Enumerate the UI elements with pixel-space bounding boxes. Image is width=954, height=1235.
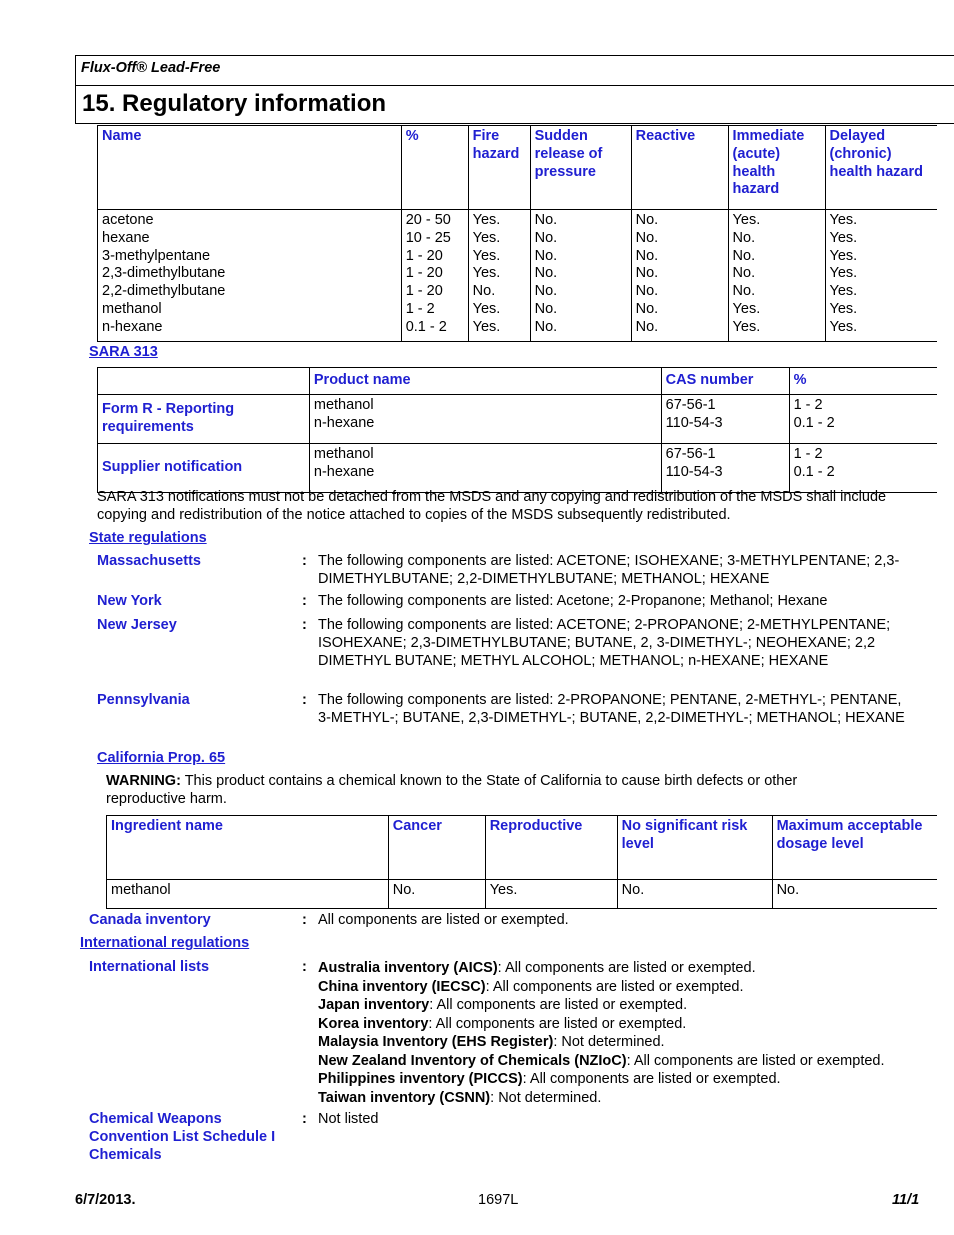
international-list-item <box>318 978 938 997</box>
inventory-status: All components are listed or exempted. <box>504 960 756 976</box>
inventory-name: Malaysia Inventory (EHS Register) <box>318 1034 554 1050</box>
sara313-heading[interactable]: SARA 313 <box>89 344 158 360</box>
hazard-value: No. <box>732 229 756 246</box>
ca-cell: No. <box>772 880 937 909</box>
sara-row-label: Supplier notification <box>98 444 310 493</box>
hazard-value: No. <box>635 265 659 282</box>
international-list-item <box>318 996 938 1015</box>
hazard-col-header: Reactive <box>631 126 728 210</box>
california-table <box>106 815 937 909</box>
sara313-table <box>97 367 937 493</box>
hazard-col-cell <box>631 210 728 342</box>
inventory-status: Not determined. <box>561 1034 665 1050</box>
hazard-value: No. <box>534 300 558 317</box>
sara-value: 67-56-1 <box>665 446 716 462</box>
inventory-status: All components are listed or exempted. <box>492 978 744 995</box>
ca-col-header: Cancer <box>388 816 485 880</box>
inventory-name: Korea inventory <box>318 1015 429 1032</box>
separator: : <box>522 1071 530 1087</box>
hazard-value: No. <box>635 247 659 264</box>
hazard-col-header: Fire hazard <box>468 126 530 210</box>
hazard-col-cell <box>468 210 530 342</box>
hazard-value: 0.1 - 2 <box>405 318 447 335</box>
footer-code: 1697L <box>478 1192 519 1208</box>
sara-pct-cell <box>789 395 937 444</box>
hazard-col-header: Sudden release of pressure <box>530 126 631 210</box>
state-text: The following components are listed: ACETONE; ISOHEXANE; 3-METHYLPENTANE; 2,3-DIMETHYLBUTANE; 2,2-DIMETHYLBUTANE; METHANOL; HEXANE <box>318 553 900 587</box>
separator: : <box>485 978 493 995</box>
hazard-value: No. <box>534 283 558 300</box>
colon: : <box>302 553 307 569</box>
warning-text: This product contains a chemical known to the State of California to cause birth defects or other reproductive harm. <box>106 773 798 807</box>
sara-value: n-hexane <box>313 414 375 431</box>
international-lists-label: International lists <box>89 959 210 975</box>
hazard-value: Yes. <box>472 247 501 264</box>
hazard-col-cell <box>728 210 825 342</box>
hazard-value: Yes. <box>829 283 858 300</box>
sara-value: 1 - 2 <box>793 397 823 413</box>
hazard-value: No. <box>732 283 756 300</box>
canada-label: Canada inventory <box>89 912 211 928</box>
footer-date: 6/7/2013. <box>75 1192 136 1208</box>
state-label: New York <box>97 593 162 609</box>
ca-col-header: No significant risk level <box>617 816 772 880</box>
hazard-value: methanol <box>102 300 162 317</box>
inventory-name: Taiwan inventory (CSNN) <box>318 1089 491 1106</box>
separator: : <box>497 960 505 976</box>
colon: : <box>302 959 307 975</box>
hazard-value: Yes. <box>829 318 858 335</box>
section-title: 15. Regulatory information <box>82 90 387 117</box>
california-heading[interactable]: California Prop. 65 <box>97 750 226 766</box>
hazard-value: 1 - 20 <box>405 283 443 300</box>
state-label: Massachusetts <box>97 553 201 569</box>
sara-value: 1 - 2 <box>793 446 823 462</box>
sara-row-label: Form R - Reporting requirements <box>98 395 310 444</box>
hazard-value: 1 - 2 <box>405 300 435 317</box>
sara-value: 110-54-3 <box>665 414 723 431</box>
separator: : <box>553 1034 562 1050</box>
table-row <box>98 395 938 444</box>
sara-cas-cell <box>661 395 789 444</box>
hazard-col-header: Name <box>98 126 402 210</box>
hazard-col-cell <box>825 210 937 342</box>
separator: : <box>429 997 437 1013</box>
ca-col-header: Ingredient name <box>107 816 389 880</box>
section-title-box <box>75 85 954 124</box>
international-list-item <box>318 959 938 978</box>
colon: : <box>302 617 307 633</box>
sara-col-header: % <box>789 368 937 395</box>
hazard-value: No. <box>534 265 558 282</box>
hazard-col-header: % <box>401 126 468 210</box>
hazard-value: Yes. <box>829 229 858 246</box>
hazard-value: No. <box>635 229 659 246</box>
hazard-value: No. <box>472 283 496 300</box>
international-list-item <box>318 1033 938 1052</box>
ca-cell: methanol <box>107 880 389 909</box>
hazard-value: No. <box>534 318 558 335</box>
hazard-value: Yes. <box>732 300 761 317</box>
hazard-value: Yes. <box>472 318 501 335</box>
sara313-note: SARA 313 notifications must not be detached from the MSDS and any copying and redistribution of the MSDS shall include copying and redistribution of the notice attached to copies of the MSDS subsequently redistributed. <box>97 489 887 523</box>
ca-col-header: Maximum acceptable dosage level <box>772 816 937 880</box>
inventory-name: New Zealand Inventory of Chemicals (NZIoC) <box>318 1052 627 1069</box>
ca-cell: Yes. <box>485 880 617 909</box>
inventory-status: All components are listed or exempted. <box>435 1015 687 1032</box>
hazard-value: No. <box>635 212 659 228</box>
international-list-item <box>318 1070 938 1089</box>
sara-pct-cell <box>789 444 937 493</box>
hazard-col-cell <box>98 210 402 342</box>
inventory-name: Japan inventory <box>318 997 430 1013</box>
colon: : <box>302 912 307 928</box>
sara-value: methanol <box>313 397 374 413</box>
ca-col-header: Reproductive <box>485 816 617 880</box>
hazard-value: Yes. <box>732 318 761 335</box>
sara-value: 110-54-3 <box>665 463 723 480</box>
canada-text: All components are listed or exempted. <box>318 912 569 928</box>
hazard-value: 1 - 20 <box>405 265 443 282</box>
state-label: New Jersey <box>97 617 177 633</box>
sara-products-cell <box>309 395 661 444</box>
hazard-value: No. <box>635 283 659 300</box>
sara-value: 67-56-1 <box>665 397 716 413</box>
state-label: Pennsylvania <box>97 692 190 708</box>
hazard-value: Yes. <box>472 265 501 282</box>
hazard-value: Yes. <box>472 212 501 228</box>
hazard-value: Yes. <box>829 265 858 282</box>
table-row <box>107 880 938 909</box>
footer-page: 11/1 <box>892 1192 920 1208</box>
inventory-status: Not determined. <box>498 1089 602 1106</box>
hazard-value: No. <box>635 300 659 317</box>
sara-col-header: CAS number <box>661 368 789 395</box>
hazard-value: Yes. <box>829 212 858 228</box>
international-list-item <box>318 1015 938 1034</box>
product-header <box>75 55 954 86</box>
hazard-value: acetone <box>102 212 154 228</box>
hazard-value: 3-methylpentane <box>102 247 211 264</box>
separator: : <box>626 1052 634 1069</box>
colon: : <box>302 593 307 609</box>
international-lists <box>318 959 938 1107</box>
hazard-col-cell <box>530 210 631 342</box>
hazard-value: 2,2-dimethylbutane <box>102 283 226 300</box>
hazard-value: No. <box>635 318 659 335</box>
colon: : <box>302 692 307 708</box>
hazard-value: No. <box>732 247 756 264</box>
table-row <box>98 444 938 493</box>
inventory-name: China inventory (IECSC) <box>318 978 486 995</box>
hazard-value: 2,3-dimethylbutane <box>102 265 226 282</box>
warning-label: WARNING: <box>106 773 181 789</box>
hazard-value: Yes. <box>472 229 501 246</box>
hazard-col-header: Immediate (acute) health hazard <box>728 126 825 210</box>
hazard-value: Yes. <box>472 300 501 317</box>
sara-value: 0.1 - 2 <box>793 463 835 480</box>
sara-value: 0.1 - 2 <box>793 414 835 431</box>
state-text: The following components are listed: 2-PROPANONE; PENTANE, 2-METHYL-; PENTANE, 3-METHYL-; BUTANE, 2,3-DIMETHYL-; BUTANE, 2,2-DIMETHYL-; METHANOL; HEXANE <box>318 692 905 726</box>
separator: : <box>428 1015 436 1032</box>
chemical-weapons-text: Not listed <box>318 1111 379 1127</box>
sara-cas-cell <box>661 444 789 493</box>
hazard-value: No. <box>732 265 756 282</box>
california-warning <box>106 773 866 809</box>
hazard-value: 10 - 25 <box>405 229 451 246</box>
chemical-weapons-label: Chemical Weapons Convention List Schedule I Chemicals <box>89 1111 276 1163</box>
separator: : <box>490 1089 499 1106</box>
state-regulations-heading[interactable]: State regulations <box>89 530 207 546</box>
hazard-value: No. <box>534 247 558 264</box>
sara-products-cell <box>309 444 661 493</box>
international-list-item <box>318 1089 938 1108</box>
hazard-col-cell <box>401 210 468 342</box>
inventory-status: All components are listed or exempted. <box>529 1071 781 1087</box>
colon: : <box>302 1111 307 1127</box>
hazard-value: Yes. <box>732 212 761 228</box>
state-text: The following components are listed: Acetone; 2-Propanone; Methanol; Hexane <box>318 593 828 609</box>
international-heading[interactable]: International regulations <box>80 935 250 951</box>
sara-col-header <box>98 368 310 395</box>
sara-col-header: Product name <box>309 368 661 395</box>
inventory-status: All components are listed or exempted. <box>436 997 688 1013</box>
sara-value: methanol <box>313 446 374 462</box>
hazard-value: 20 - 50 <box>405 212 451 228</box>
inventory-name: Australia inventory (AICS) <box>318 960 498 976</box>
hazard-value: No. <box>534 229 558 246</box>
hazard-value: n-hexane <box>102 318 163 335</box>
hazard-table <box>97 125 937 342</box>
international-list-item <box>318 1052 938 1071</box>
hazard-value: hexane <box>102 229 150 246</box>
ca-cell: No. <box>617 880 772 909</box>
hazard-col-header: Delayed (chronic) health hazard <box>825 126 937 210</box>
inventory-name: Philippines inventory (PICCS) <box>318 1071 523 1087</box>
hazard-value: Yes. <box>829 300 858 317</box>
hazard-value: Yes. <box>829 247 858 264</box>
hazard-value: No. <box>534 212 558 228</box>
hazard-value: 1 - 20 <box>405 247 443 264</box>
sara-value: n-hexane <box>313 463 375 480</box>
inventory-status: All components are listed or exempted. <box>633 1052 885 1069</box>
ca-cell: No. <box>388 880 485 909</box>
state-text: The following components are listed: ACETONE; 2-PROPANONE; 2-METHYLPENTANE; ISOHEXANE; 2,3-DIMETHYLBUTANE; BUTANE, 2, 3-DIMETHYL-; NEOHEXANE; 2,2 DIMETHYL BUTANE; METHYL ALCOHOL; METHANOL; n-HEXANE; HEXANE <box>318 617 891 669</box>
product-name: Flux-Off® Lead-Free <box>81 60 221 76</box>
